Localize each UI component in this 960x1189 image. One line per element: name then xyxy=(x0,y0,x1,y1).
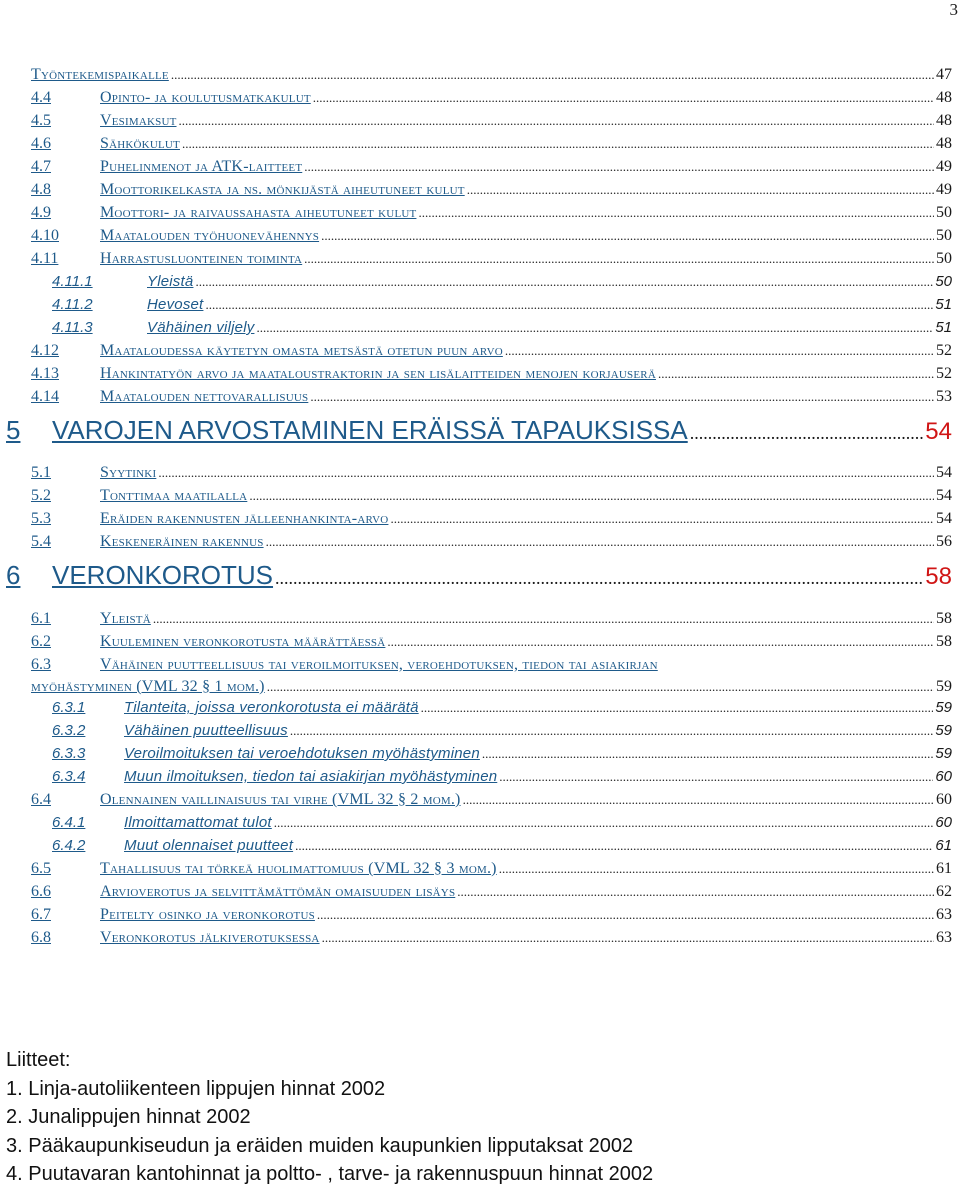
toc-number: 6 xyxy=(6,560,21,590)
toc-leader-dots xyxy=(171,65,934,85)
toc-page-number: 48 xyxy=(936,89,952,106)
toc-entry-link[interactable] xyxy=(31,486,952,506)
toc-entry-link[interactable] xyxy=(31,341,952,361)
toc-title: Muun ilmoituksen, tiedon tai asiakirjan myöhästyminen xyxy=(124,768,498,785)
toc-title: Olennainen vaillinaisuus tai virhe (VML 32 § 2 mom.) xyxy=(100,791,461,808)
toc-entry-link[interactable] xyxy=(31,226,952,246)
toc-page-number: 59 xyxy=(935,722,952,739)
toc-title: Maataloudessa käytetyn omasta metsästä otetun puun arvo xyxy=(100,342,503,359)
toc-page-number: 63 xyxy=(936,906,952,923)
toc-entry-link[interactable] xyxy=(31,609,952,629)
toc-page-number: 59 xyxy=(935,745,952,762)
toc-entry-link[interactable] xyxy=(52,295,952,315)
toc-leader-dots xyxy=(321,226,934,246)
toc-title-continuation: myöhästyminen (VML 32 § 1 mom.) xyxy=(31,678,265,695)
toc-number: 6.3.3 xyxy=(52,745,86,762)
toc-leader-dots xyxy=(275,568,923,588)
toc-entry-link[interactable] xyxy=(31,509,952,529)
appendix-heading: Liitteet: xyxy=(6,1049,71,1071)
toc-title: Vesimaksut xyxy=(100,112,177,129)
toc-leader-dots xyxy=(295,836,933,856)
toc-title: Harrastusluonteinen toiminta xyxy=(100,250,303,267)
toc-title: Tonttimaa maatilalla xyxy=(100,487,248,504)
toc-title: Keskeneräinen rakennus xyxy=(100,533,264,550)
toc-entry-link[interactable] xyxy=(31,859,952,879)
toc-title: Hankintatyön arvo ja maataloustraktorin ja sen lisälaitteiden menojen korjauserä xyxy=(100,365,656,382)
toc-entry-link[interactable] xyxy=(52,721,952,741)
toc-entry-link[interactable] xyxy=(31,655,952,675)
toc-page-number: 51 xyxy=(935,296,952,313)
toc-title: Muut olennaiset puutteet xyxy=(124,837,294,854)
toc-page-number: 63 xyxy=(936,929,952,946)
toc-entry-link[interactable] xyxy=(52,272,952,292)
toc-page-number: 48 xyxy=(936,135,952,152)
toc-leader-dots xyxy=(418,203,934,223)
toc-number: 4.5 xyxy=(31,112,51,129)
toc-leader-dots xyxy=(158,463,934,483)
toc-leader-dots xyxy=(266,532,934,552)
toc-page-number: 61 xyxy=(935,837,952,854)
toc-title: Puhelinmenot ja ATK-laitteet xyxy=(100,158,303,175)
toc-title: Maatalouden työhuonevähennys xyxy=(100,227,320,244)
toc-page-number: 58 xyxy=(925,563,952,590)
toc-entry-link[interactable] xyxy=(52,767,952,787)
toc-entry-link[interactable] xyxy=(31,632,952,652)
toc-number: 4.8 xyxy=(31,181,51,198)
toc-entry-link[interactable] xyxy=(31,882,952,902)
toc-number: 4.14 xyxy=(31,388,59,405)
toc-page-number: 48 xyxy=(936,112,952,129)
toc-page-number: 50 xyxy=(936,204,952,221)
toc-leader-dots xyxy=(205,295,933,315)
toc-page-number: 54 xyxy=(936,464,952,481)
toc-number: 5.2 xyxy=(31,487,51,504)
toc-entry-link-cont[interactable] xyxy=(31,677,952,697)
toc-entry-link[interactable] xyxy=(52,813,952,833)
toc-number: 4.13 xyxy=(31,365,59,382)
toc-number: 6.3.1 xyxy=(52,699,86,716)
appendix-item: 2. Junalippujen hinnat 2002 xyxy=(6,1106,251,1128)
toc-title: Kuuleminen veronkorotusta määrättäessä xyxy=(100,633,386,650)
toc-number: 5.1 xyxy=(31,464,51,481)
toc-number: 6.1 xyxy=(31,610,51,627)
toc-title: Vähäinen viljely xyxy=(147,319,255,336)
toc-title: VAROJEN ARVOSTAMINEN ERÄISSÄ TAPAUKSISSA xyxy=(52,415,688,445)
toc-title: Syytinki xyxy=(100,464,157,481)
toc-leader-dots xyxy=(421,698,934,718)
toc-title: Arvioverotus ja selvittämättömän omaisuuden lisäys xyxy=(100,883,456,900)
toc-entry-link[interactable] xyxy=(31,88,952,108)
toc-leader-dots xyxy=(304,157,934,177)
toc-title: Maatalouden nettovarallisuus xyxy=(100,388,309,405)
toc-number: 4.7 xyxy=(31,158,51,175)
toc-page-number: 50 xyxy=(936,250,952,267)
toc-title: Opinto- ja koulutusmatkakulut xyxy=(100,89,311,106)
toc-page-number: 53 xyxy=(936,388,952,405)
toc-number: 6.6 xyxy=(31,883,51,900)
toc-page-number: 56 xyxy=(936,533,952,550)
toc-leader-dots xyxy=(274,813,934,833)
toc-page-number: 60 xyxy=(936,791,952,808)
toc-number: 5.4 xyxy=(31,533,51,550)
toc-number: 4.6 xyxy=(31,135,51,152)
toc-number: 4.10 xyxy=(31,227,59,244)
toc-entry-link[interactable] xyxy=(31,65,952,85)
toc-leader-dots xyxy=(505,341,934,361)
toc-number: 6.7 xyxy=(31,906,51,923)
toc-entry-link[interactable] xyxy=(31,249,952,269)
toc-page-number: 58 xyxy=(936,633,952,650)
page-number: 3 xyxy=(949,0,958,19)
toc-entry-link[interactable] xyxy=(31,790,952,810)
toc-title: Yleistä xyxy=(100,610,151,627)
toc-leader-dots xyxy=(322,928,934,948)
appendix-item: 4. Puutavaran kantohinnat ja poltto- , tarve- ja rakennuspuun hinnat 2002 xyxy=(6,1163,654,1185)
toc-number: 6.4 xyxy=(31,791,51,808)
toc-entry-link[interactable] xyxy=(31,111,952,131)
toc-number: 6.2 xyxy=(31,633,51,650)
toc-entry-link[interactable] xyxy=(31,387,952,407)
toc-number: 6.3.2 xyxy=(52,722,86,739)
toc-leader-dots xyxy=(182,134,934,154)
toc-page-number: 59 xyxy=(935,699,952,716)
toc-number: 4.9 xyxy=(31,204,51,221)
toc-title: Veroilmoituksen tai veroehdotuksen myöhästyminen xyxy=(124,745,480,762)
toc-page-number: 49 xyxy=(936,158,952,175)
toc-title: VERONKOROTUS xyxy=(52,560,274,590)
toc-entry-link[interactable] xyxy=(31,364,952,384)
toc-entry-link[interactable] xyxy=(31,928,952,948)
toc-page-number: 52 xyxy=(936,365,952,382)
toc-leader-dots xyxy=(390,509,934,529)
appendix-item: 3. Pääkaupunkiseudun ja eräiden muiden kaupunkien lipputaksat 2002 xyxy=(6,1134,634,1157)
toc-entry-link[interactable] xyxy=(31,157,952,177)
toc-page-number: 50 xyxy=(936,227,952,244)
toc-leader-dots xyxy=(690,423,924,443)
toc-entry-link[interactable] xyxy=(52,744,952,764)
toc-title: Työntekemispaikalle xyxy=(31,66,169,83)
toc-number: 4.12 xyxy=(31,342,59,359)
toc-title: Vähäinen puutteellisuus xyxy=(124,722,288,739)
toc-page-number: 47 xyxy=(936,66,952,83)
toc-leader-dots xyxy=(499,859,934,879)
toc-entry-link[interactable] xyxy=(31,203,952,223)
toc-number: 4.4 xyxy=(31,89,51,106)
toc-title: Yleistä xyxy=(147,273,194,290)
toc-number: 6.4.2 xyxy=(52,837,86,854)
toc-leader-dots xyxy=(313,88,934,108)
toc-leader-dots xyxy=(267,677,934,697)
toc-number: 6.5 xyxy=(31,860,51,877)
toc-number: 4.11.3 xyxy=(52,319,93,336)
toc-entry-link[interactable] xyxy=(6,415,952,445)
toc-number: 4.11 xyxy=(31,250,59,267)
toc-title: Veronkorotus jälkiverotuksessa xyxy=(100,929,320,946)
toc-entry-link[interactable] xyxy=(6,560,952,590)
toc-leader-dots xyxy=(317,905,934,925)
toc-page-number: 61 xyxy=(936,860,952,877)
toc-page-number: 58 xyxy=(936,610,952,627)
toc-title: Moottorikelkasta ja ns. mönkijästä aiheutuneet kulut xyxy=(100,181,465,198)
toc-entry-link[interactable] xyxy=(31,463,952,483)
toc-page-number: 60 xyxy=(935,768,952,785)
toc-title: Vähäinen puutteellisuus tai veroilmoituksen, veroehdotuksen, tiedon tai asiakirjan xyxy=(100,656,658,673)
toc-number: 5 xyxy=(6,415,21,445)
toc-leader-dots xyxy=(256,318,933,338)
toc-title: Sähkökulut xyxy=(100,135,180,152)
toc-leader-dots xyxy=(387,632,934,652)
toc-entry-link[interactable] xyxy=(31,905,952,925)
toc-title: Eräiden rakennusten jälleenhankinta-arvo xyxy=(100,510,389,527)
toc-number: 4.11.2 xyxy=(52,296,93,313)
toc-leader-dots xyxy=(482,744,933,764)
toc-page-number: 50 xyxy=(935,273,952,290)
toc-title: Moottori- ja raivaussahasta aiheutuneet kulut xyxy=(100,204,417,221)
toc-title: Hevoset xyxy=(147,296,204,313)
toc-page-number: 54 xyxy=(925,418,952,445)
toc-leader-dots xyxy=(153,609,934,629)
toc-entry-link[interactable] xyxy=(31,180,952,200)
toc-page-number: 52 xyxy=(936,342,952,359)
toc-leader-dots xyxy=(499,767,933,787)
toc-page-number: 54 xyxy=(936,510,952,527)
appendix-list xyxy=(6,1046,653,1189)
toc-title: Ilmoittamattomat tulot xyxy=(124,814,272,831)
toc-page-number: 62 xyxy=(936,883,952,900)
toc-page-number: 51 xyxy=(935,319,952,336)
toc-leader-dots xyxy=(457,882,934,902)
toc-number: 6.3 xyxy=(31,656,51,673)
toc-leader-dots xyxy=(658,364,934,384)
toc-leader-dots xyxy=(179,111,934,131)
toc-title: Tilanteita, joissa veronkorotusta ei määrätä xyxy=(124,699,419,716)
toc-number: 6.8 xyxy=(31,929,51,946)
toc-title: Tahallisuus tai törkeä huolimattomuus (VML 32 § 3 mom.) xyxy=(100,860,497,877)
toc-number: 6.3.4 xyxy=(52,768,86,785)
toc-leader-dots xyxy=(304,249,934,269)
toc-entry-link[interactable] xyxy=(52,318,952,338)
toc-page-number: 54 xyxy=(936,487,952,504)
toc-leader-dots xyxy=(310,387,934,407)
toc-page-number: 59 xyxy=(936,678,952,695)
toc-page-number: 60 xyxy=(935,814,952,831)
toc-number: 4.11.1 xyxy=(52,273,93,290)
toc-page-number: 49 xyxy=(936,181,952,198)
appendix-item: 1. Linja-autoliikenteen lippujen hinnat 2002 xyxy=(6,1077,386,1100)
toc-leader-dots xyxy=(463,790,934,810)
toc-title: Peitelty osinko ja veronkorotus xyxy=(100,906,315,923)
toc-entry-link[interactable] xyxy=(52,836,952,856)
toc-leader-dots xyxy=(467,180,934,200)
toc-entry-link[interactable] xyxy=(52,698,952,718)
toc-leader-dots xyxy=(195,272,933,292)
toc-entry-link[interactable] xyxy=(31,532,952,552)
toc-leader-dots xyxy=(290,721,933,741)
toc-number: 5.3 xyxy=(31,510,51,527)
toc-number: 6.4.1 xyxy=(52,814,86,831)
toc-leader-dots xyxy=(249,486,934,506)
toc-entry-link[interactable] xyxy=(31,134,952,154)
